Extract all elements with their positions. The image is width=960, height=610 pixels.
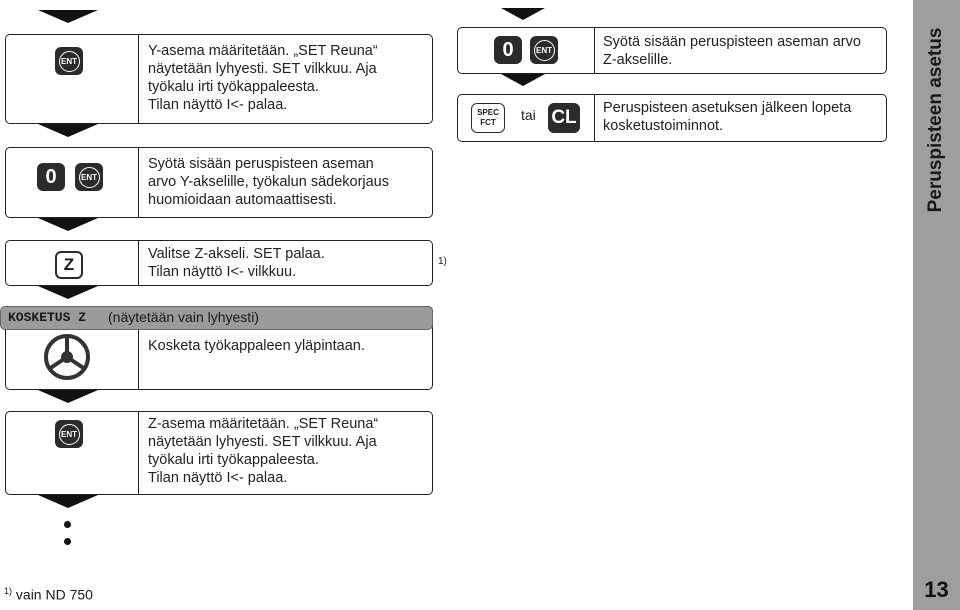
step-divider [138,411,139,495]
step-divider [138,34,139,124]
step-divider [594,27,595,74]
flow-arrow [38,390,98,403]
flow-arrow [38,495,98,508]
text-line: kosketustoiminnot. [603,118,724,134]
flow-arrow [38,286,98,299]
zero-key-label: 0 [502,38,514,61]
continuation-dot [64,538,71,545]
text-line: Z-asema määritetään. „SET Reuna“ [148,416,379,432]
fct-key-label: FCT [480,118,496,127]
zero-key-label: 0 [45,165,57,188]
zero-key-icon[interactable] [37,163,65,191]
step-text-y-value [148,155,428,209]
step-text-z-confirm [148,415,428,487]
footnote-text: vain ND 750 [15,586,93,603]
text-line: näytetään lyhyesti. SET vilkkuu. Aja [148,61,377,77]
text-line: Syötä sisään peruspisteen aseman [148,156,374,172]
continuation-dot [64,521,71,528]
step-text-probe: Kosketa työkappaleen yläpintaan. [148,338,365,354]
z-key-icon[interactable] [55,251,83,279]
text-line: työkalu irti työkappaleesta. [148,452,319,468]
step-divider [138,240,139,286]
step-text-finish [603,99,883,135]
ent-key-icon[interactable] [530,36,558,64]
text-line: Tilan näyttö I<- vilkkuu. [148,264,297,280]
ent-key-label: ENT [61,56,77,66]
ent-key-icon[interactable] [55,420,83,448]
mode-note: (näytetään vain lyhyesti) [108,309,259,325]
footnote [4,586,93,603]
ent-key-label: ENT [81,172,97,182]
text-line: arvo Y-akselille, työkalun sädekorjaus [148,174,389,190]
text-line: työkalu irti työkappaleesta. [148,79,319,95]
step-text-y-confirm [148,42,428,114]
spec-fct-key-icon[interactable] [471,103,505,133]
step-divider [138,330,139,390]
cl-key-label: CL [551,107,577,128]
ent-key-icon[interactable] [55,47,83,75]
text-line: Z-akselille. [603,52,673,68]
footnote-marker: 1) [438,256,447,267]
flow-arrow [38,124,98,137]
text-line: Valitse Z-akseli. SET palaa. [148,246,325,262]
text-line: Tilan näyttö I<- palaa. [148,97,288,113]
ent-key-label: ENT [61,429,77,439]
z-key-label: Z [63,255,75,274]
step-text-z-value [603,33,883,69]
text-line: Syötä sisään peruspisteen aseman arvo [603,34,861,50]
text-line: huomioidaan automaattisesti. [148,192,337,208]
flow-arrow [501,74,545,86]
mode-label: KOSKETUS Z [8,310,87,325]
text-line: Tilan näyttö I<- palaa. [148,470,288,486]
step-divider [138,147,139,218]
ent-key-icon[interactable] [75,163,103,191]
flow-arrow-top-right [501,8,545,20]
cl-key-icon[interactable] [548,103,580,133]
text-line: Y-asema määritetään. „SET Reuna“ [148,43,378,59]
page-number: 13 [924,577,949,602]
ent-key-label: ENT [536,45,552,55]
zero-key-icon[interactable] [494,36,522,64]
footnote-mark: 1) [4,586,13,596]
probe-wheel-icon [43,333,91,381]
flow-arrow-top-left [38,10,98,23]
text-line: näytetään lyhyesti. SET vilkkuu. Aja [148,434,377,450]
or-label: tai [521,107,536,123]
text-line: Peruspisteen asetuksen jälkeen lopeta [603,100,852,116]
spec-key-label: SPEC [477,108,499,117]
flow-arrow [38,218,98,231]
step-divider [594,94,595,142]
section-title: Peruspisteen asetus [925,27,946,213]
step-text-select-z [148,245,428,281]
